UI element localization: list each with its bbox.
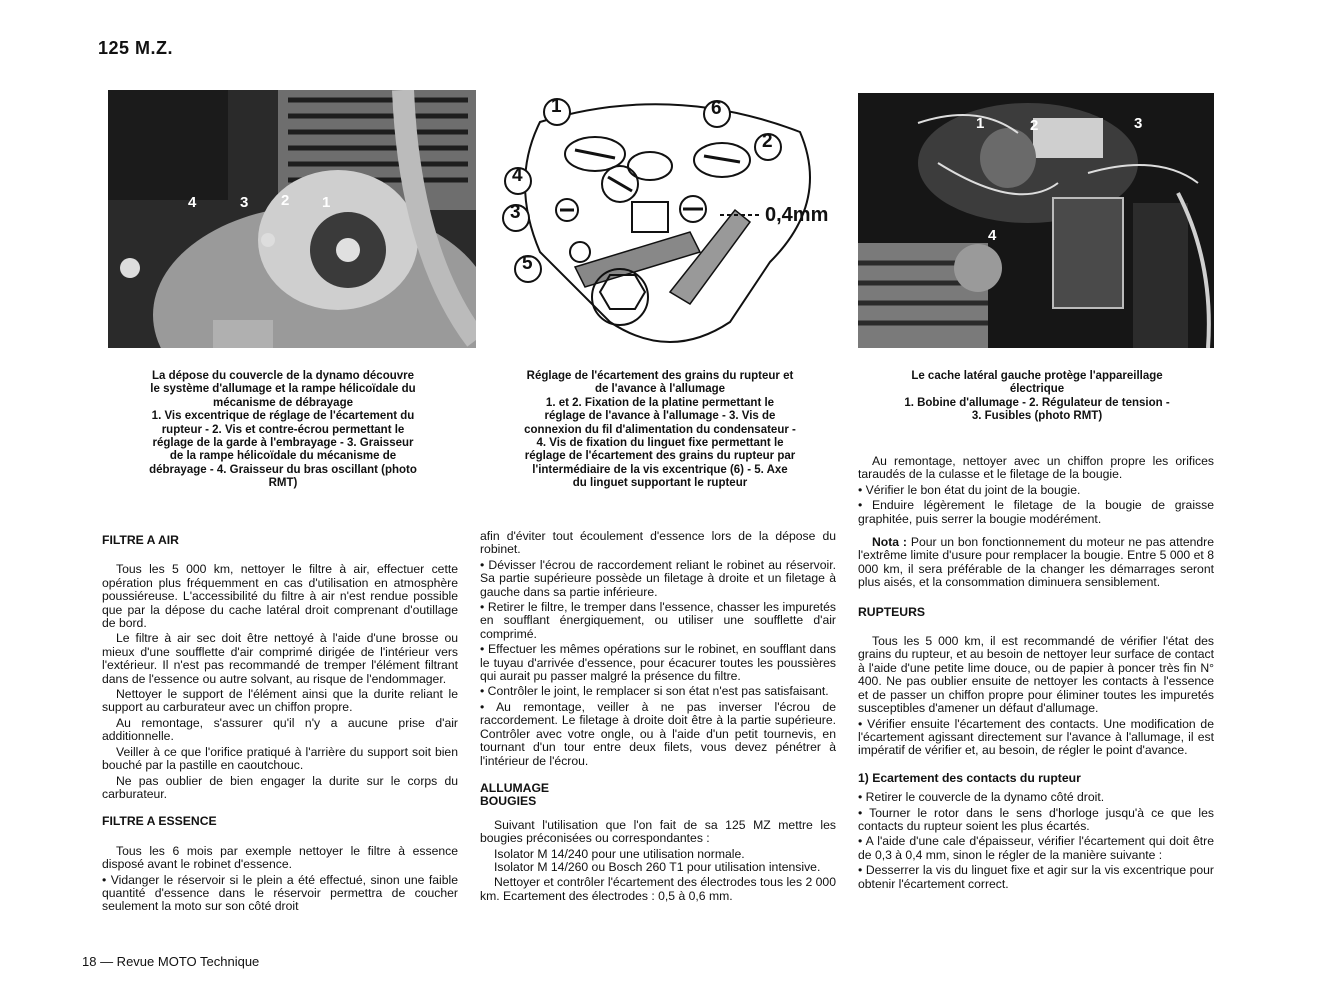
caption-middle [524, 370, 796, 491]
paragraph: Ne pas oublier de bien engager la durite sur le corps du carburateur. [102, 773, 458, 801]
paragraph: • Vérifier le bon état du joint de la bougie. [858, 482, 1081, 497]
paragraph: • Desserrer la vis du linguet fixe et agir sur la vis excentrique pour obtenir l'écartement correct. [858, 863, 1214, 891]
heading-filtre-essence: FILTRE A ESSENCE [102, 814, 217, 829]
paragraph: Nettoyer et contrôler l'écartement des électrodes tous les 2 000 km. Ecartement des électrodes : 0,5 à 0,6 mm. [480, 875, 836, 903]
left-photo-label-4: 4 [188, 194, 197, 211]
nota-text: Pour un bon fonctionnement du moteur ne pas attendre l'extrême limite d'usure pour remplacer la bougie. Entre 5 000 et 8 000 km, il sera préférable de la changer les démarrages seront plus aisés, et la consommation diminuera sensiblement. [858, 535, 1215, 590]
right-photo-label-1: 1 [976, 115, 985, 132]
right-photo-label-4: 4 [988, 227, 997, 244]
paragraph: • Retirer le filtre, le tremper dans l'essence, chasser les impuretés en soufflant énergiquement, ou utiliser une soufflette d'air comprimé. [480, 600, 836, 641]
paragraph [858, 536, 1214, 590]
caption-left-legend: 1. Vis excentrique de réglage de l'écartement du rupteur - 2. Vis et contre-écrou permettant le réglage de la garde à l'embrayage - 3. Graisseur de la rampe hélicoïdale du mécanisme de débrayage - 4. Graisseur du bras oscillant (photo RMT) [149, 410, 417, 490]
paragraph: • Tourner le rotor dans le sens d'horloge jusqu'à ce que les contacts du rupteur soient les plus écartés. [858, 805, 1214, 833]
paragraph: Tous les 5 000 km, il est recommandé de vérifier l'état des grains du rupteur, et au besoin de nettoyer leur surface de contact à l'aide d'une petite lime douce, ou de papier à poncer très fin N° 400. Ne pas oublier ensuite de nettoyer les contacts à l'essence et de passer un chiffon propre pour éliminer toutes les impuretés susceptibles d'amener un défaut d'allumage. [858, 634, 1214, 716]
paragraph: • Contrôler le joint, le remplacer si son état n'est pas satisfaisant. [480, 684, 829, 699]
diagram-gap-label: 0,4mm [765, 204, 829, 226]
paragraph: Isolator M 14/240 pour une utilisation normale. [494, 846, 745, 861]
text-column-3 [858, 455, 1214, 893]
caption-left-title: La dépose du couvercle de la dynamo découvre le système d'allumage et la rampe hélicoïdale du mécanisme de débrayage [150, 370, 416, 409]
paragraph: Tous les 5 000 km, nettoyer le filtre à air, effectuer cette opération plus fréquemment en cas d'utilisation en atmosphère poussiéreuse. L'accessibilité du filtre à air n'est rendue possible que par la dépose du cache latéral droit comprenant d'outillage de bord. [102, 562, 458, 631]
paragraph: Tous les 6 mois par exemple nettoyer le filtre à essence disposé avant le robinet d'essence. [102, 843, 458, 872]
paragraph: • Retirer le couvercle de la dynamo côté droit. [858, 790, 1105, 805]
diagram-label-1: 1 [551, 96, 562, 117]
paragraph: Nettoyer le support de l'élément ainsi que la durite reliant le support au carburateur avec un chiffon propre. [102, 687, 458, 715]
paragraph: Au remontage, s'assurer qu'il n'y a aucune prise d'air additionnelle. [102, 715, 458, 744]
diagram-label-5: 5 [522, 253, 533, 274]
caption-right-title: Le cache latéral gauche protège l'appareillage électrique [911, 370, 1163, 396]
diagram-label-3: 3 [510, 202, 521, 223]
paragraph: • Vidanger le réservoir si le plein a été effectué, sinon une faible quantité d'essence dans le réservoir permettra de coucher seulement la moto sur son côté droit [102, 872, 458, 914]
dynamo-photo-art [108, 90, 476, 348]
paragraph: • Vérifier ensuite l'écartement des contacts. Une modification de l'écartement agissant directement sur l'avance à l'allumage, il est impératif de vérifier et, au besoin, de régler le point d'avance. [858, 716, 1214, 758]
page-footer: 18 — Revue MOTO Technique [82, 954, 260, 969]
caption-left [148, 370, 418, 491]
diagram-label-4: 4 [512, 165, 523, 186]
paragraph: • A l'aide d'une cale d'épaisseur, vérifier l'écartement qui doit être de 0,3 à 0,4 mm, sinon le régler de la manière suivante : [858, 834, 1214, 862]
dynamo-photo [108, 90, 476, 348]
caption-middle-title: Réglage de l'écartement des grains du rupteur et de l'avance à l'allumage [526, 370, 794, 396]
diagram-label-6: 6 [711, 98, 722, 119]
text-column-1 [102, 534, 458, 916]
left-photo-label-1: 1 [322, 194, 331, 211]
heading-filtre-air: FILTRE A AIR [102, 533, 179, 547]
electrical-photo [858, 93, 1214, 348]
left-photo-label-3: 3 [240, 194, 249, 211]
heading-rupteurs: RUPTEURS [858, 604, 926, 619]
caption-right-legend: 1. Bobine d'allumage - 2. Régulateur de tension - 3. Fusibles (photo RMT) [904, 396, 1170, 423]
page-header: 125 M.Z. [98, 38, 174, 58]
heading-bougies: BOUGIES [480, 794, 537, 809]
paragraph: • Au remontage, veiller à ne pas inverser l'écrou de raccordement. Le filetage à droite doit être à la partie supérieure. Contrôler avec votre ongle, ou à l'aide d'un petit tournevis, en tournant d'un tour entre deux filets, vous devez pénétrer à l'intérieur de l'écrou. [480, 699, 836, 768]
paragraph: afin d'éviter tout écoulement d'essence lors de la dépose du robinet. [480, 529, 836, 557]
caption-middle-legend: 1. et 2. Fixation de la platine permettant le réglage de l'avance à l'allumage - 3. Vis de connexion du fil d'alimentation du condensateur - 4. Vis de fixation du linguet fixe permettant le réglage de l'écartement des grains du rupteur par l'intermédiaire de la vis excentrique (6) - 5. Axe du linguet supportant le rupteur [524, 396, 796, 490]
left-photo-label-2: 2 [281, 192, 290, 209]
right-photo-label-2: 2 [1030, 117, 1039, 134]
text-column-2 [480, 530, 836, 905]
rupteur-diagram [500, 92, 840, 352]
heading-allumage: ALLUMAGE [480, 780, 550, 795]
caption-right [898, 370, 1176, 424]
paragraph: Isolator M 14/260 ou Bosch 260 T1 pour utilisation intensive. [494, 859, 821, 874]
heading-ecartement: 1) Ecartement des contacts du rupteur [858, 770, 1081, 785]
paragraph: • Enduire légèrement le filetage de la bougie de graisse graphitée, puis serrer la bougie modérément. [858, 498, 1214, 526]
paragraph: • Effectuer les mêmes opérations sur le robinet, en soufflant dans le tuyau d'arrivée d'essence, pour écacurer toutes les poussières qui aurait pu passer malgré la présence du filtre. [480, 642, 836, 684]
paragraph: • Dévisser l'écrou de raccordement reliant le robinet au réservoir. Sa partie supérieure possède un filetage à droite et un filetage à gauche dans sa partie inférieure. [480, 557, 836, 599]
diagram-label-2: 2 [762, 131, 773, 152]
paragraph: Suivant l'utilisation que l'on fait de sa 125 MZ mettre les bougies préconisées ou correspondantes : [480, 817, 836, 846]
nota-label: Nota : [872, 535, 907, 550]
paragraph: Veiller à ce que l'orifice pratiqué à l'arrière du support soit bien bouché par la pastille en caoutchouc. [102, 744, 458, 773]
paragraph: Le filtre à air sec doit être nettoyé à l'aide d'une brosse ou mieux d'une soufflette d'air comprimé dirigée de l'intérieur vers l'extérieur. Il n'est pas recommandé de tremper l'élément filtrant dans de l'essence ou autre solvant, au risque de l'endommager. [102, 631, 458, 686]
right-photo-label-3: 3 [1134, 115, 1143, 132]
paragraph: Au remontage, nettoyer avec un chiffon propre les orifices taraudés de la culasse et le filetage de la bougie. [858, 454, 1214, 482]
